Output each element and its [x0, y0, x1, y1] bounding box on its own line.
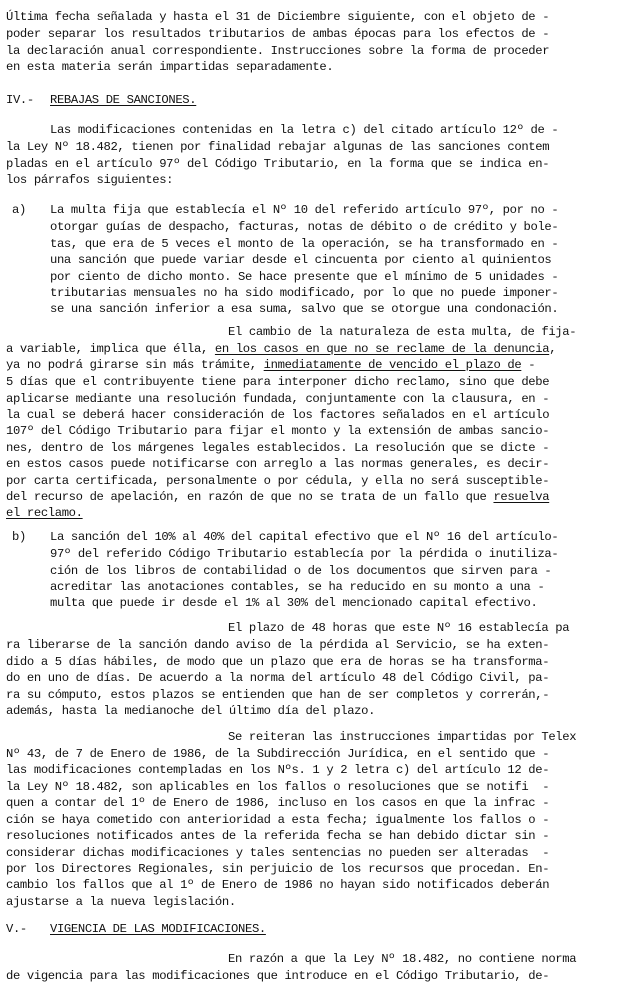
para-telex-line: ción se haya cometido con anterioridad a esta fecha; igualmente los fallos o - [6, 813, 550, 827]
section-v-line: de vigencia para las modificaciones que introduce en el Código Tributario, de- [6, 969, 550, 983]
para-multa-line: por carta certificada, personalmente o por cédula, y ella no será susceptible- [6, 474, 550, 488]
section-iv-intro-line: los párrafos siguientes: [6, 173, 174, 187]
item-a-line: se una sanción inferior a esa suma, salvo que se otorgue una condonación. [50, 302, 559, 316]
section-iv-intro-line: pladas en el artículo 97º del Código Tributario, en la forma que se indica en- [6, 157, 550, 171]
para-telex-line: considerar dichas modificaciones y tales sentencias no pueden ser alteradas - [6, 846, 550, 860]
para-multa-line: en estos casos puede notificarse con arreglo a las normas generales, es decir- [6, 457, 550, 471]
para-plazo-line: ra su cómputo, estos plazos se entienden que han de ser completos y correrán,- [6, 688, 550, 702]
para-telex-line: las modificaciones contempladas en los Nºs. 1 y 2 letra c) del artículo 12 de- [6, 763, 550, 777]
item-b-line: multa que puede ir desde el 1% al 30% del mencionado capital efectivo. [50, 596, 538, 610]
intro-line: Última fecha señalada y hasta el 31 de Diciembre siguiente, con el objeto de - [6, 10, 550, 24]
para-multa-line: el reclamo. [6, 506, 83, 520]
para-multa-line: la cual se deberá hacer consideración de los factores señalados en el artículo [6, 408, 550, 422]
item-a-line: tributarias mensuales no ha sido modificado, por lo que no puede imponer- [50, 286, 559, 300]
underlined-phrase: resuelva [493, 490, 550, 504]
underlined-phrase: en los casos en que no se reclame de la denuncia [214, 342, 550, 356]
para-multa-line: a variable, implica que élla, en los casos en que no se reclame de la denuncia, [6, 342, 557, 356]
para-multa-line: 107º del Código Tributario para fijar el monto y la extensión de ambas sancio- [6, 424, 550, 438]
para-plazo-line: ra liberarse de la sanción dando aviso de la pérdida al Servicio, se ha exten- [6, 638, 550, 652]
intro-line: en esta materia serán impartidas separadamente. [6, 60, 334, 74]
para-multa-line: aplicarse mediante una resolución fundada, conjuntamente con la clausura, en - [6, 392, 550, 406]
para-telex-line: Se reiteran las instrucciones impartidas por Telex [228, 730, 577, 744]
para-plazo-line: El plazo de 48 horas que este Nº 16 establecía pa [228, 621, 570, 635]
para-telex-line: Nº 43, de 7 de Enero de 1986, de la Subdirección Jurídica, en el sentido que - [6, 747, 550, 761]
para-multa-line: El cambio de la naturaleza de esta multa, de fija- [228, 325, 577, 339]
item-a-line: otorgar guías de despacho, facturas, notas de débito o de crédito y bole- [50, 220, 559, 234]
section-iv-intro-line: la Ley Nº 18.482, tienen por finalidad rebajar algunas de las sanciones contem [6, 140, 550, 154]
item-b-line: ción de los libros de contabilidad o de los documentos que sirven para - [50, 564, 552, 578]
para-telex-line: resoluciones notificados antes de la referida fecha se han debido dictar sin - [6, 829, 550, 843]
para-telex-line: ajustarse a la nueva legislación. [6, 895, 236, 909]
item-a-line: una sanción que puede variar desde el cincuenta por ciento al quinientos [50, 253, 552, 267]
para-multa-line: 5 días que el contribuyente tiene para interponer dicho reclamo, sino que debe [6, 375, 550, 389]
item-a-line: tas, que era de 5 veces el monto de la operación, se ha transformado en - [50, 237, 559, 251]
item-b-line: acreditar las anotaciones contables, se ha reducido en su monto a una - [50, 580, 545, 594]
section-v-line: En razón a que la Ley Nº 18.482, no contiene norma [228, 952, 577, 966]
section-v-number: V.- [6, 922, 27, 936]
para-plazo-line: además, hasta la medianoche del último día del plazo. [6, 704, 376, 718]
para-telex-line: la Ley Nº 18.482, son aplicables en los fallos o resoluciones que se notifi - [6, 780, 550, 794]
para-plazo-line: do en uno de días. De acuerdo a la norma del artículo 48 del Código Civil, pa- [6, 671, 550, 685]
para-multa-line: ya no podrá girarse sin más trámite, inmediatamente de vencido el plazo de - [6, 358, 536, 372]
item-b-line: 97º del referido Código Tributario establecía por la pérdida o inutiliza- [50, 547, 559, 561]
item-a-marker: a) [12, 203, 26, 217]
item-b-marker: b) [12, 530, 26, 544]
intro-line: la declaración anual correspondiente. Instrucciones sobre la forma de proceder [6, 44, 550, 58]
para-multa-line: del recurso de apelación, en razón de que no se trata de un fallo que resuelva [6, 490, 550, 504]
para-telex-line: cambio los fallos que al 1º de Enero de 1986 no hayan sido notificados deberán [6, 878, 550, 892]
item-a-line: por ciento de dicho monto. Se hace presente que el mínimo de 5 unidades - [50, 270, 559, 284]
item-b-line: La sanción del 10% al 40% del capital efectivo que el Nº 16 del artículo- [50, 530, 559, 544]
section-iv-title: REBAJAS DE SANCIONES. [50, 93, 197, 107]
underlined-phrase: inmediatamente de vencido el plazo de [263, 358, 522, 372]
section-iv-intro-line: Las modificaciones contenidas en la letra c) del citado artículo 12º de - [50, 123, 559, 137]
para-telex-line: por los Directores Regionales, sin perjuicio de los recursos que procedan. En- [6, 862, 550, 876]
para-plazo-line: dido a 5 días hábiles, de modo que un plazo que era de horas se ha transforma- [6, 655, 550, 669]
intro-line: poder separar los resultados tributarios de ambas épocas para los efectos de - [6, 27, 550, 41]
section-v-title: VIGENCIA DE LAS MODIFICACIONES. [50, 922, 266, 936]
item-a-line: La multa fija que establecía el Nº 10 del referido artículo 97º, por no - [50, 203, 559, 217]
section-iv-number: IV.- [6, 93, 34, 107]
para-multa-line: nes, dentro de los márgenes legales establecidos. La resolución que se dicte - [6, 441, 550, 455]
para-telex-line: quen a contar del 1º de Enero de 1986, incluso en los casos en que la infrac - [6, 796, 550, 810]
